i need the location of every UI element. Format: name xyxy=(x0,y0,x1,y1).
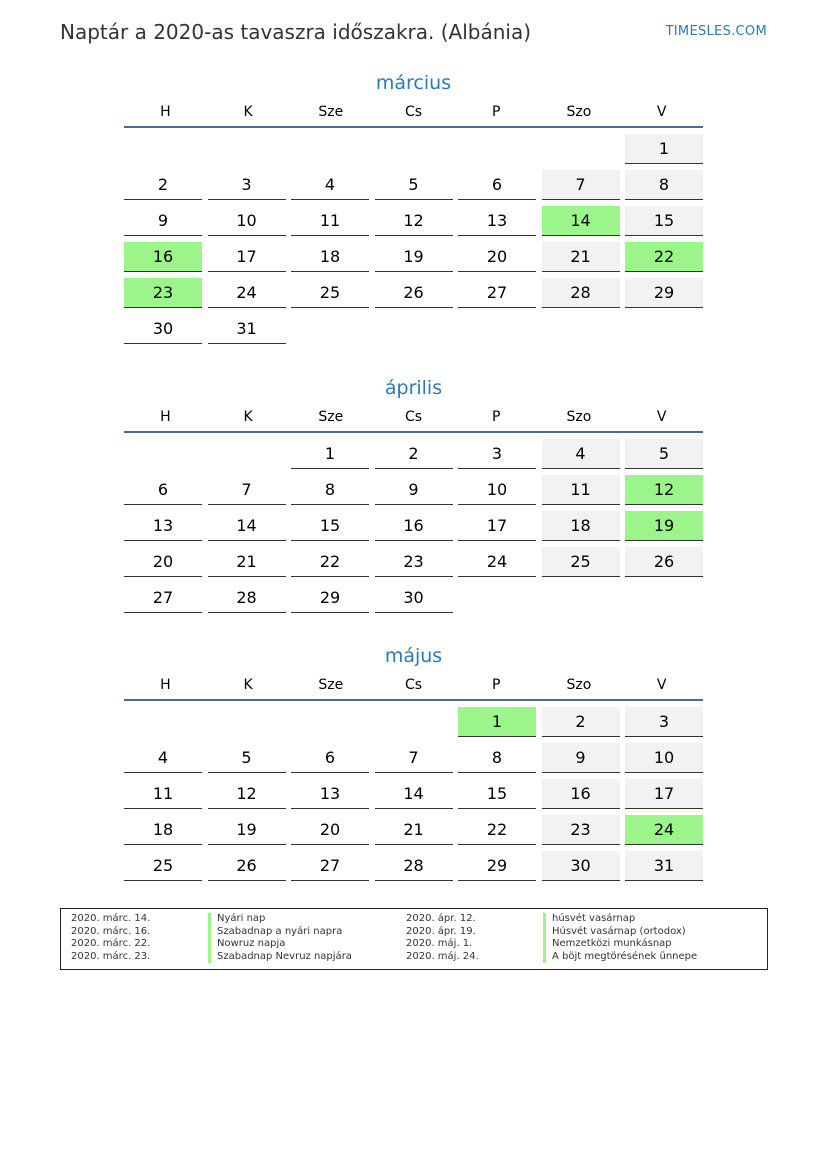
month-title: március xyxy=(375,72,452,94)
day-cell: 8 xyxy=(458,743,536,773)
legend-holiday-name: Nemzetközi munkásnap xyxy=(543,938,697,951)
day-cell: 27 xyxy=(124,583,202,613)
day-cell: 3 xyxy=(458,439,536,469)
day-cell: 17 xyxy=(625,779,703,809)
legend-names-left xyxy=(208,913,352,963)
header-divider xyxy=(124,126,703,128)
holiday-day-cell: 23 xyxy=(124,278,202,308)
day-cell: 31 xyxy=(208,314,286,344)
week-row xyxy=(124,743,703,779)
day-cell: 23 xyxy=(542,815,620,845)
empty-cell xyxy=(291,707,369,737)
day-cell: 7 xyxy=(208,475,286,505)
day-cell: 24 xyxy=(458,547,536,577)
month-block xyxy=(124,641,703,887)
weekday-label: V xyxy=(656,409,667,425)
holiday-day-cell: 16 xyxy=(124,242,202,272)
holiday-day-cell: 22 xyxy=(625,242,703,272)
day-cell: 20 xyxy=(291,815,369,845)
day-cell: 22 xyxy=(291,547,369,577)
legend-holiday-name: húsvét vasárnap xyxy=(543,913,697,926)
month-block xyxy=(124,373,703,619)
weekday-label: K xyxy=(243,677,253,693)
week-row xyxy=(124,583,703,619)
weekday-label: V xyxy=(656,677,667,693)
holiday-day-cell: 24 xyxy=(625,815,703,845)
legend-date: 2020. máj. 1. xyxy=(406,938,473,949)
day-cell: 23 xyxy=(375,547,453,577)
day-cell: 19 xyxy=(375,242,453,272)
day-cell: 25 xyxy=(291,278,369,308)
day-cell: 22 xyxy=(458,815,536,845)
day-cell: 30 xyxy=(542,851,620,881)
weekday-label: Cs xyxy=(404,104,423,120)
day-cell: 3 xyxy=(208,170,286,200)
empty-cell xyxy=(208,439,286,469)
week-row xyxy=(124,134,703,170)
week-row xyxy=(124,206,703,242)
day-cell: 19 xyxy=(208,815,286,845)
week-row xyxy=(124,242,703,278)
day-cell: 4 xyxy=(291,170,369,200)
day-cell: 26 xyxy=(375,278,453,308)
day-cell: 4 xyxy=(124,743,202,773)
legend-date: 2020. máj. 24. xyxy=(406,950,479,962)
legend-date: 2020. ápr. 19. xyxy=(406,925,476,937)
day-cell: 16 xyxy=(542,779,620,809)
week-row xyxy=(124,779,703,815)
day-cell: 21 xyxy=(208,547,286,577)
day-cell: 17 xyxy=(208,242,286,272)
holiday-day-cell: 14 xyxy=(542,206,620,236)
day-cell: 21 xyxy=(542,242,620,272)
day-cell: 26 xyxy=(208,851,286,881)
day-cell: 16 xyxy=(375,511,453,541)
day-cell: 9 xyxy=(375,475,453,505)
holiday-legend xyxy=(60,908,768,970)
header-divider xyxy=(124,431,703,433)
week-row xyxy=(124,475,703,511)
weekday-label: K xyxy=(243,104,253,120)
day-cell: 14 xyxy=(375,779,453,809)
day-cell: 24 xyxy=(208,278,286,308)
day-grid xyxy=(124,707,703,887)
month-block xyxy=(124,68,703,350)
day-cell: 8 xyxy=(291,475,369,505)
weekday-label: Szo xyxy=(566,409,592,425)
empty-cell xyxy=(124,439,202,469)
day-cell: 4 xyxy=(542,439,620,469)
day-cell: 27 xyxy=(291,851,369,881)
day-cell: 14 xyxy=(208,511,286,541)
empty-cell xyxy=(625,314,703,344)
empty-cell xyxy=(375,134,453,164)
weekday-label: P xyxy=(492,104,501,120)
day-cell: 13 xyxy=(291,779,369,809)
day-cell: 28 xyxy=(208,583,286,613)
day-cell: 6 xyxy=(124,475,202,505)
day-cell: 20 xyxy=(124,547,202,577)
weekday-label: H xyxy=(160,409,171,425)
day-cell: 25 xyxy=(124,851,202,881)
day-cell: 18 xyxy=(124,815,202,845)
weekday-label: K xyxy=(243,409,253,425)
empty-cell xyxy=(542,583,620,613)
empty-cell xyxy=(124,134,202,164)
day-cell: 11 xyxy=(542,475,620,505)
weekday-label: H xyxy=(160,677,171,693)
day-cell: 30 xyxy=(124,314,202,344)
day-cell: 21 xyxy=(375,815,453,845)
holiday-day-cell: 1 xyxy=(458,707,536,737)
legend-holiday-name: A böjt megtörésének ünnepe xyxy=(543,951,697,964)
empty-cell xyxy=(291,134,369,164)
day-cell: 11 xyxy=(291,206,369,236)
day-cell: 29 xyxy=(625,278,703,308)
week-row xyxy=(124,170,703,206)
weekday-label: P xyxy=(492,409,501,425)
day-cell: 6 xyxy=(291,743,369,773)
legend-dates-left xyxy=(71,913,150,963)
week-row xyxy=(124,707,703,743)
day-cell: 26 xyxy=(625,547,703,577)
empty-cell xyxy=(542,314,620,344)
legend-holiday-name: Szabadnap Nevruz napjára xyxy=(208,951,352,964)
weekday-header xyxy=(124,403,703,431)
day-cell: 8 xyxy=(625,170,703,200)
day-cell: 17 xyxy=(458,511,536,541)
empty-cell xyxy=(208,707,286,737)
weekday-label: H xyxy=(160,104,171,120)
weekday-label: Sze xyxy=(318,104,344,120)
holiday-day-cell: 12 xyxy=(625,475,703,505)
empty-cell xyxy=(458,583,536,613)
week-row xyxy=(124,439,703,475)
week-row xyxy=(124,314,703,350)
day-cell: 12 xyxy=(208,779,286,809)
day-cell: 5 xyxy=(208,743,286,773)
day-cell: 27 xyxy=(458,278,536,308)
weekday-label: Cs xyxy=(404,409,423,425)
holiday-day-cell: 19 xyxy=(625,511,703,541)
weekday-label: Cs xyxy=(404,677,423,693)
day-cell: 7 xyxy=(542,170,620,200)
weekday-label: Szo xyxy=(566,677,592,693)
legend-holiday-name: Nyári nap xyxy=(208,913,352,926)
day-cell: 2 xyxy=(542,707,620,737)
day-cell: 29 xyxy=(458,851,536,881)
day-cell: 9 xyxy=(124,206,202,236)
day-cell: 31 xyxy=(625,851,703,881)
empty-cell xyxy=(458,314,536,344)
day-cell: 2 xyxy=(124,170,202,200)
brand-link[interactable]: TIMESLES.COM xyxy=(665,24,767,39)
legend-date: 2020. márc. 22. xyxy=(71,938,151,949)
weekday-label: P xyxy=(492,677,501,693)
week-row xyxy=(124,511,703,547)
day-cell: 28 xyxy=(542,278,620,308)
weekday-label: Szo xyxy=(566,104,592,120)
weekday-label: V xyxy=(656,104,667,120)
weekday-label: Sze xyxy=(318,677,344,693)
legend-holiday-name: Nowruz napja xyxy=(208,938,352,951)
empty-cell xyxy=(208,134,286,164)
day-cell: 11 xyxy=(124,779,202,809)
empty-cell xyxy=(375,707,453,737)
day-grid xyxy=(124,134,703,350)
day-cell: 25 xyxy=(542,547,620,577)
legend-date: 2020. ápr. 12. xyxy=(406,913,476,924)
week-row xyxy=(124,547,703,583)
legend-holiday-name: Szabadnap a nyári napra xyxy=(208,926,352,939)
day-cell: 9 xyxy=(542,743,620,773)
day-cell: 29 xyxy=(291,583,369,613)
day-cell: 20 xyxy=(458,242,536,272)
weekday-header xyxy=(124,671,703,699)
legend-date: 2020. márc. 23. xyxy=(71,950,151,962)
week-row xyxy=(124,278,703,314)
day-cell: 30 xyxy=(375,583,453,613)
legend-date: 2020. márc. 14. xyxy=(71,913,151,924)
day-cell: 2 xyxy=(375,439,453,469)
weekday-header xyxy=(124,98,703,126)
day-cell: 15 xyxy=(458,779,536,809)
day-cell: 1 xyxy=(291,439,369,469)
month-title: április xyxy=(384,377,443,399)
day-cell: 12 xyxy=(375,206,453,236)
day-cell: 5 xyxy=(625,439,703,469)
day-grid xyxy=(124,439,703,619)
legend-names-right xyxy=(543,913,697,963)
legend-date: 2020. márc. 16. xyxy=(71,925,151,937)
day-cell: 13 xyxy=(124,511,202,541)
weekday-label: Sze xyxy=(318,409,344,425)
day-cell: 13 xyxy=(458,206,536,236)
day-cell: 15 xyxy=(625,206,703,236)
day-cell: 10 xyxy=(625,743,703,773)
day-cell: 18 xyxy=(542,511,620,541)
empty-cell xyxy=(625,583,703,613)
day-cell: 10 xyxy=(458,475,536,505)
day-cell: 28 xyxy=(375,851,453,881)
legend-dates-right xyxy=(406,913,479,963)
day-cell: 7 xyxy=(375,743,453,773)
day-cell: 15 xyxy=(291,511,369,541)
week-row xyxy=(124,851,703,887)
week-row xyxy=(124,815,703,851)
day-cell: 10 xyxy=(208,206,286,236)
empty-cell xyxy=(291,314,369,344)
empty-cell xyxy=(375,314,453,344)
day-cell: 18 xyxy=(291,242,369,272)
empty-cell xyxy=(542,134,620,164)
day-cell: 1 xyxy=(625,134,703,164)
page-title: Naptár a 2020-as tavaszra időszakra. (Albánia) xyxy=(60,20,532,44)
header-divider xyxy=(124,699,703,701)
day-cell: 3 xyxy=(625,707,703,737)
empty-cell xyxy=(124,707,202,737)
legend-holiday-name: Húsvét vasárnap (ortodox) xyxy=(543,926,697,939)
day-cell: 6 xyxy=(458,170,536,200)
month-title: május xyxy=(384,645,443,667)
day-cell: 5 xyxy=(375,170,453,200)
empty-cell xyxy=(458,134,536,164)
